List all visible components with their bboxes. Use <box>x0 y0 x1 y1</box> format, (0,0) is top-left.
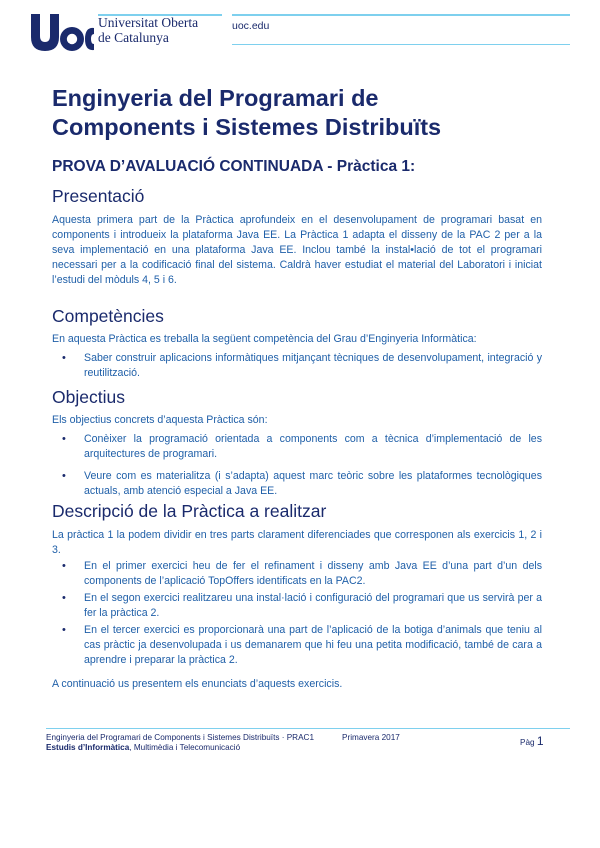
list-item-text: En el segon exercici realitzareu una instal·lació i configuració del programari que us servirà per a fer la pràctica 2. <box>84 592 542 619</box>
list-item <box>52 559 542 589</box>
footer-studies <box>46 743 240 752</box>
list-item <box>52 591 542 621</box>
university-name <box>98 16 198 45</box>
header-rule-under-site <box>232 44 570 45</box>
footer-course: Enginyeria del Programari de Components i Sistemes Distribuïts · PRAC1 <box>46 733 315 742</box>
heading-competencies: Competències <box>52 306 164 326</box>
course-title-line2: Components i Sistemes Distribuïts <box>52 114 442 140</box>
university-name-line1: Universitat Oberta <box>98 15 199 30</box>
objectius-list <box>52 432 542 499</box>
course-title <box>52 84 562 142</box>
list-item-text: En el tercer exercici es proporcionarà una part de l’aplicació de la botiga d’animals que teniu al cas pràctic ja desenvolupada i us demanarem que hi feu una petita modificació, també de cara a aprendre i preparar la pràctica 2. <box>84 624 542 666</box>
objectius-intro: Els objectius concrets d’aquesta Pràctica són: <box>52 414 268 426</box>
list-item-text: Veure com es materialitza (i s’adapta) aquest marc teòric sobre les plataformes tecnològiques actuals, amb atenció especial a Java EE. <box>84 470 542 497</box>
university-name-line2: de Catalunya <box>98 29 169 45</box>
heading-descripcio: Descripció de la Pràctica a realitzar <box>52 501 327 521</box>
uoc-logo-icon <box>30 10 94 56</box>
bullet-icon: • <box>62 470 66 482</box>
competencies-list <box>52 351 542 381</box>
list-item <box>52 623 542 668</box>
list-item <box>52 351 542 381</box>
descripcio-closing: A continuació us presentem els enunciats d’aquests exercicis. <box>52 678 343 690</box>
bullet-icon: • <box>62 560 66 572</box>
subtitle-part: Pràctica 1: <box>336 158 416 175</box>
list-item <box>52 432 542 462</box>
page-number: 1 <box>536 734 544 748</box>
subtitle-main: PROVA D’AVALUACIÓ CONTINUADA <box>52 158 323 175</box>
list-item-text: En el primer exercici heu de fer el refinament i disseny amb Java EE d’una part d’un dels components de l’aplicació TopOffers identificats en la PAC2. <box>84 560 542 587</box>
bullet-icon: • <box>62 624 66 636</box>
bullet-icon: • <box>62 352 66 364</box>
heading-objectius: Objectius <box>52 387 125 407</box>
bullet-icon: • <box>62 433 66 445</box>
footer-studies-rest: , Multimèdia i Telecomunicació <box>129 743 241 752</box>
footer-page-number <box>520 734 544 748</box>
assignment-subtitle <box>52 158 415 176</box>
bullet-icon: • <box>62 592 66 604</box>
uoc-logo[interactable] <box>30 10 94 56</box>
presentacio-text: Aquesta primera part de la Pràctica aprofundeix en el desenvolupament de programari basat en components i introdueix la plataforma Java EE. La Pràctica 1 adapta el disseny de la PAC 2 per a la seva implementació en una plataforma Java EE. Inclou també la instal•lació de tot el programari necessari per a la codificació final del sistema. Caldrà haver estudiat el material del Laboratori i iniciat l’estudi del mòduls 4, 5 i 6. <box>52 214 542 286</box>
footer-studies-bold: Estudis d’Informàtica <box>46 743 130 752</box>
course-title-line1: Enginyeria del Programari de <box>52 85 379 111</box>
heading-presentacio: Presentació <box>52 186 145 206</box>
list-item <box>52 469 542 499</box>
competencies-intro: En aquesta Pràctica es treballa la següent competència del Grau d’Enginyeria Informàtica: <box>52 333 477 345</box>
page-label: Pàg <box>520 738 535 747</box>
list-item-text: Conèixer la programació orientada a components com a tècnica d’implementació de les arquitectures de programari. <box>84 433 542 460</box>
header-rule-right <box>232 14 570 16</box>
website-link[interactable]: uoc.edu <box>232 20 270 32</box>
footer-term: Primavera 2017 <box>342 733 400 742</box>
list-item-text: Saber construir aplicacions informàtiques mitjançant tècniques de desenvolupament, integració y reutilització. <box>84 352 542 379</box>
subtitle-separator: - <box>322 158 337 175</box>
descripcio-list <box>52 559 542 668</box>
descripcio-intro: La pràctica 1 la podem dividir en tres parts clarament diferenciades que corresponen als exercicis 1, 2 i 3. <box>52 529 542 556</box>
footer-rule <box>46 728 570 729</box>
